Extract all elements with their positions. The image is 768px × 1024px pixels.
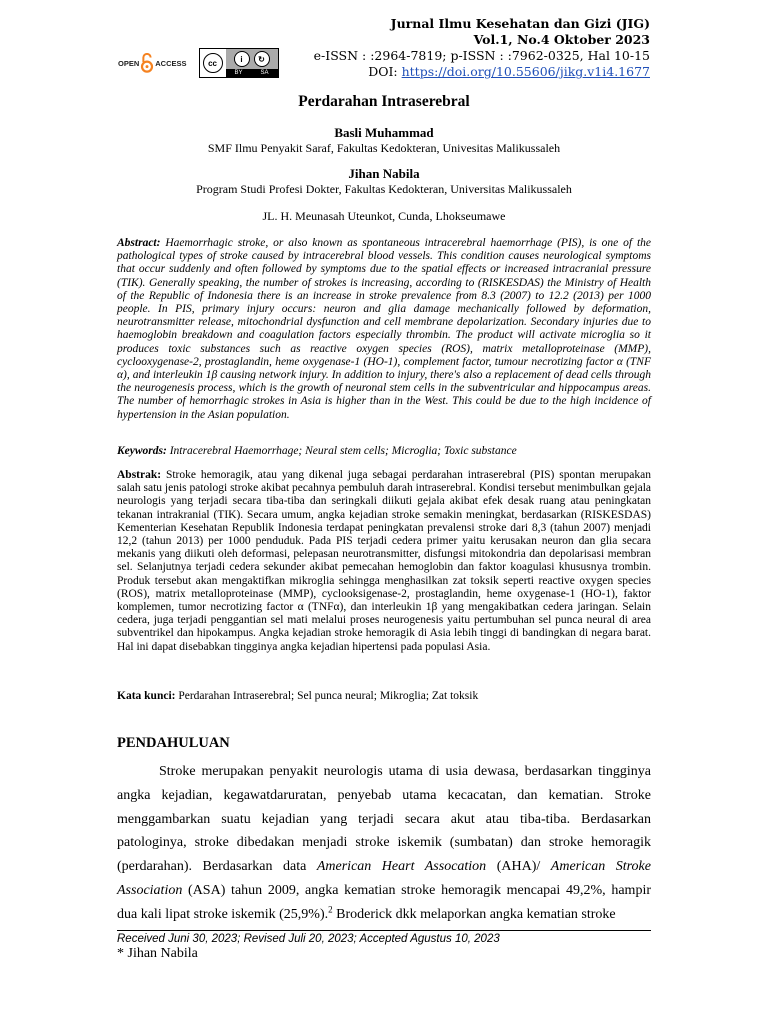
sa-label: SA — [260, 70, 269, 76]
share-alike-icon: ↻ — [254, 51, 270, 67]
abstract-indonesian-label: Abstrak: — [117, 469, 162, 481]
journal-name: Jurnal Ilmu Kesehatan dan Gizi (JIG) — [390, 16, 650, 31]
by-label: BY — [234, 70, 243, 76]
cc-icon: cc — [203, 53, 223, 73]
doi-label: DOI: — [368, 64, 402, 79]
abstract-english-label: Abstract: — [117, 237, 161, 249]
intro-text-4: Broderick dkk melaporkan angka kematian stroke — [332, 906, 616, 922]
keywords-indonesian-label: Kata kunci: — [117, 690, 176, 702]
intro-text-2: (AHA)/ — [486, 859, 551, 875]
intro-text-3: (ASA) tahun 2009, angka kematian stroke hemoragik mencapai 49,2%, hampir dua kali lipat stroke iskemik (25,9%). — [117, 882, 651, 922]
doi-link[interactable]: https://doi.org/10.55606/jikg.v1i4.1677 — [401, 64, 650, 79]
abstract-indonesian — [117, 469, 651, 654]
intro-asa-italic: American Stroke Association — [117, 859, 651, 898]
license-logos — [118, 48, 279, 78]
journal-header — [314, 16, 650, 80]
open-lock-icon — [140, 53, 154, 73]
keywords-english-text: Intracerebral Haemorrhage; Neural stem cells; Microglia; Toxic substance — [166, 445, 517, 457]
keywords-indonesian — [117, 690, 651, 702]
abstract-english — [117, 237, 651, 422]
abstract-english-text: Haemorrhagic stroke, or also known as spontaneous intracerebral haemorrhage (PIS), is one of the pathological types of stroke caused by intracerebral blood vessels. This condition causes neurological symptoms that occur suddenly and often followed by symptoms due to the spatial effects or increased intracranial pressure (TIK). Generally speaking, the number of strokes is increasing, according to (RISKESDAS) the Ministry of Health of the Republic of Indonesia there is an increase in stroke prevalence from 8.3 (2007) to 12.2 (2013) per 1000 people. In PIS, primary injury occurs: neuron and glia damage mechanically followed by deformation, neurotransmitter release, mitochondrial dysfunction and cell membrane depolarization. Secondary injuries due to haemoglobin breakdown and coagulation factors especially thrombin. The product will activate microglia so it produces toxic substances such as reactive oxygen species (ROS), matrix metalloproteinase (MMP), cyclooxygenase-2, prostaglandin, heme oxygenase-1 (HO-1), complement factor, tumour necrotizing factor α (TNF α), and interleukin 1β causing network injury. In addition to injury, there's also a replacement of dead cells through the neurogenesis process, which is the growth of neuronal stem cells in the subventricular and hippocampus areas. The number of hemorrhagic strokes in Asia is higher than in the West. This could be due to the high incidence of hypertension in the Asian population. — [117, 237, 651, 421]
author-address: JL. H. Meunasah Uteunkot, Cunda, Lhokseumawe — [262, 209, 506, 223]
author-2-name: Jihan Nabila — [348, 166, 420, 181]
received-dates: Received Juni 30, 2023; Revised Juli 20, 2023; Accepted Agustus 10, 2023 — [117, 933, 500, 945]
paper-title: Perdarahan Intraserebral — [298, 93, 470, 110]
open-access-logo — [118, 53, 187, 73]
keywords-indonesian-text: Perdarahan Intraserebral; Sel punca neural; Mikroglia; Zat toksik — [175, 690, 479, 702]
person-icon: i — [234, 51, 250, 67]
journal-issn: e-ISSN : :2964-7819; p-ISSN : :7962-0325, Hal 10-15 — [313, 48, 650, 63]
corresponding-author: * Jihan Nabila — [117, 946, 198, 961]
open-access-left-text: OPEN — [118, 58, 140, 68]
cc-by-sa-badge — [199, 48, 279, 78]
introduction-body — [117, 760, 651, 927]
section-heading-introduction: PENDAHULUAN — [117, 735, 230, 751]
keywords-english — [117, 445, 651, 457]
journal-doi — [314, 64, 650, 80]
author-2-affiliation: Program Studi Profesi Dokter, Fakultas Kedokteran, Universitas Malikussaleh — [196, 182, 572, 196]
intro-text-1: Stroke merupakan penyakit neurologis utama di usia dewasa, berdasarkan tingginya angka kejadian, kegawatdaruratan, penyebab utama kecacatan, dan kematian. Stroke menggambarkan suatu kejadian yang terjadi secara akut atau tiba-tiba. Berdasarkan patologinya, stroke dibedakan menjadi stroke iskemik (sumbatan) dan stroke hemoragik (perdarahan). Berdasarkan data — [117, 764, 651, 875]
citation-ref: 2 — [328, 904, 333, 915]
footer-rule — [117, 930, 651, 931]
keywords-english-label: Keywords: — [117, 445, 167, 457]
abstract-indonesian-text: Stroke hemoragik, atau yang dikenal juga sebagai perdarahan intraserebral (PIS) spontan merupakan salah satu jenis patologi stroke akibat pecahnya pembuluh darah intraserebral. Kondisi tersebut menimbulkan gejala neurologis yang terjadi secara tiba-tiba dan seringkali diikuti gejala akibat efek desak ruang atau peningkatan tekanan intrakranial (TIK). Secara umum, angka kejadian stroke semakin meningkat, berdasarkan (RISKESDAS) Kementerian Kesehatan Republik Indonesia terdapat peningkatan prevalensi stroke dari 8,3 (tahun 2007) menjadi 12,2 (tahun 2013) per 1000 penduduk. Pada PIS terjadi cedera primer yaitu kerusakan neuron dan glia secara mekanis yang diikuti oleh deformasi, pelepasan neurotransmitter, disfungsi mitokondria dan depolarisasi membran sel. Selanjutnya terjadi cedera sekunder akibat pemecahan hemoglobin dan faktor koagulasi khususnya trombin. Produk tersebut akan mengaktifkan mikroglia sehingga menghasilkan zat toksik seperti reactive oxygen species (ROS), matrix metalloproteinase (MMP), cyclooksigenase-2, prostaglandin, heme oxygenase-1 (HO-1), faktor komplemen, tumor necrotizing factor α (TNFα), dan interleukin 1β yang mengakibatkan cedera jaringan. Selain cedera, juga terjadi penggantian sel mati melalui proses neurogenesis yaitu pertumbuhan sel punca neural di area subventrikel dan hipokampus. Angka kejadian stroke hemoragik di Asia lebih tinggi di bandingkan di negara barat. Hal ini dapat disebabkan tingginya angka kejadian hipertensi pada populasi Asia. — [117, 469, 651, 653]
author-1-name: Basli Muhammad — [334, 125, 434, 140]
introduction-paragraph — [117, 760, 651, 927]
intro-aha-italic: American Heart Assocation — [316, 859, 487, 875]
author-1-affiliation: SMF Ilmu Penyakit Saraf, Fakultas Kedokteran, Univesitas Malikussaleh — [207, 141, 561, 155]
open-access-right-text: ACCESS — [155, 58, 187, 68]
journal-volume: Vol.1, No.4 Oktober 2023 — [473, 32, 650, 47]
